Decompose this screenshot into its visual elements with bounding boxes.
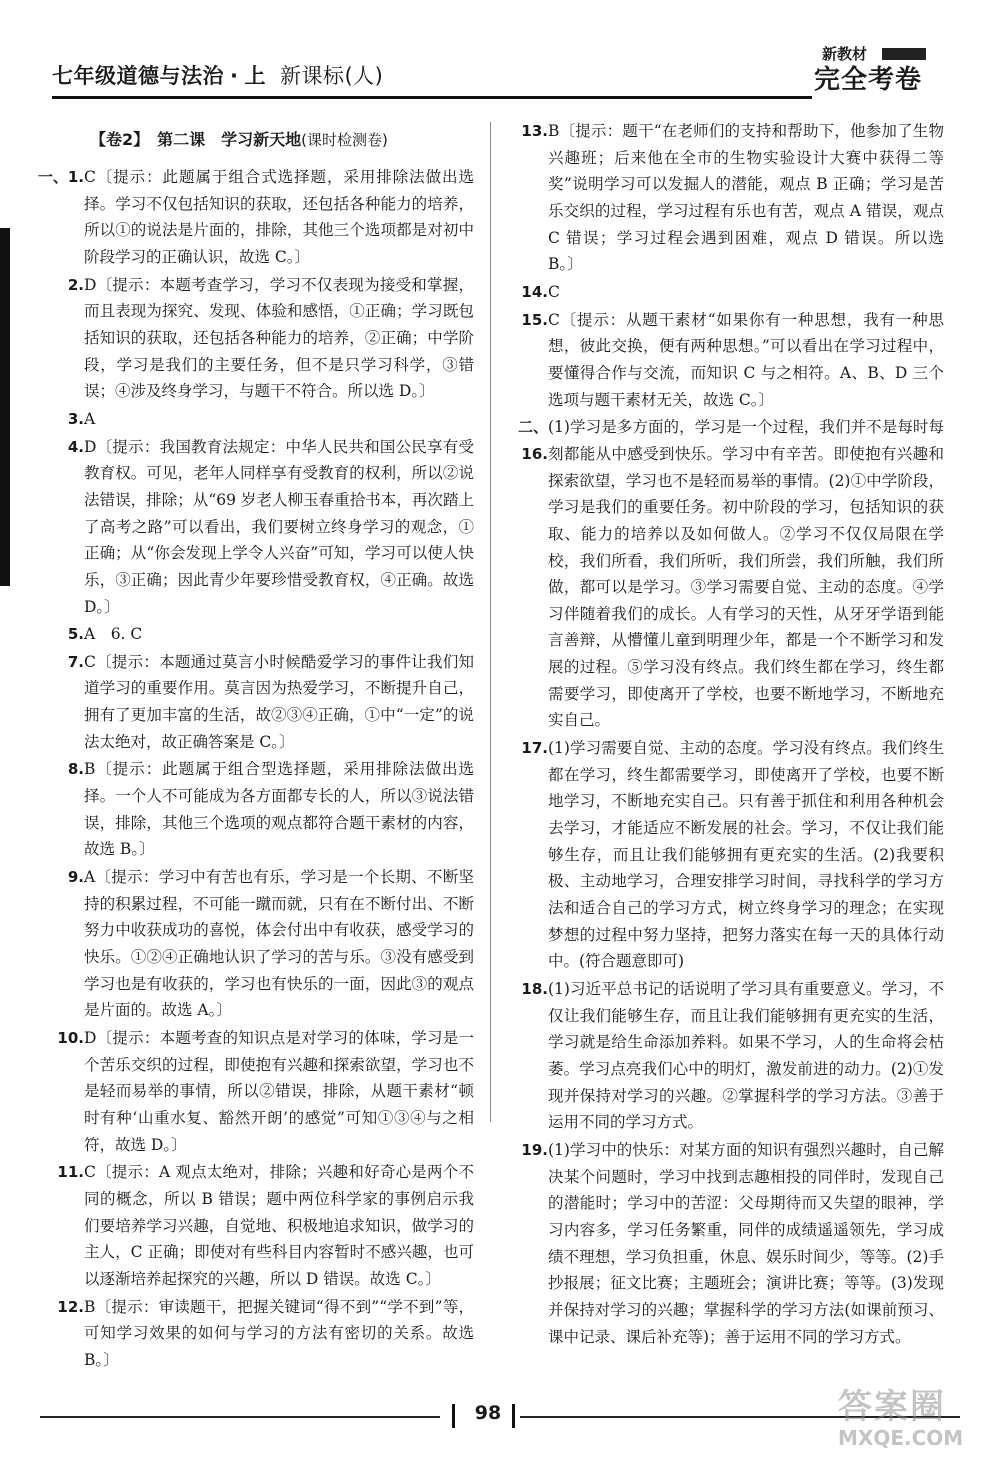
answer-text: (1)学习中的快乐：对某方面的知识有强烈兴趣时，自己解决某个问题时，学习中找到志趣相投的同伴时，发现自己的潜能时；学习中的苦涩：父母期待而又失望的眼神，学习内容多，学习任务繁重，同伴的成绩遥遥领先，学习成绩不理想，学习负担重，休息、娱乐时间少，等等。(2)手抄报展；征文比赛；主题班会；演讲比赛；等等。(3)发现并保持对学习的兴趣；掌握科学的学习方法(如课前预习、课中记录、课后补充等)；善于运用不同的学习方式。 bbox=[548, 1140, 944, 1346]
answer-item bbox=[48, 864, 474, 1024]
section-title: 第二课 学习新天地 bbox=[157, 130, 302, 149]
answer-text: C bbox=[548, 282, 560, 301]
book-title: 七年级道德与法治 bbox=[52, 64, 224, 88]
page-header bbox=[52, 44, 932, 114]
column-divider bbox=[490, 122, 491, 1122]
answer-text: B〔提示：此题属于组合型选择题，采用排除法做出选择。一个人不可能成为各方面都专长的人，所以③说法错误，排除，其他三个选项的观点都符合题干素材的内容，故选 B。〕 bbox=[84, 760, 474, 859]
answer-number: 5. bbox=[67, 625, 84, 644]
answer-number: 12. bbox=[57, 1297, 84, 1316]
answer-item bbox=[48, 1294, 474, 1374]
page-number: 98 bbox=[474, 1402, 502, 1424]
header-title-line bbox=[52, 60, 383, 90]
answer-item bbox=[512, 307, 944, 414]
answer-text: (1)学习是多方面的，学习是一个过程，我们并不是每时每刻都能从中感受到快乐。学习中有辛苦。即使抱有兴趣和探索欲望，学习也不是轻而易举的事情。(2)①中学阶段，学习是我们的重要任务。初中阶段的学习，包括知识的获取、能力的培养以及如何做人。②学习不仅仅局限在学校，我们所看，我们所听，我们所尝，我们所触，我们所做，都可以是学习。③学习需要自觉、主动的态度。④学习伴随着我们的成长。人有学习的天性，从牙牙学语到能言善辩，从懵懂儿童到明理少年，都是一个不断学习和发展的过程。⑤学习没有终点。我们终生都在学习，终生都需要学习，即使离开了学校，也要不断地学习，不断地充实自己。 bbox=[548, 418, 944, 730]
footer-rule-left bbox=[40, 1416, 440, 1418]
answer-list-right bbox=[512, 118, 944, 1350]
answer-text: D〔提示：我国教育法规定：中华人民共和国公民享有受教育权。可见，老年人同样享有受教育的权利，所以②说法错误，排除；从“69 岁老人柳玉春重拾书本，再次踏上了高考之路”可以看出，我们要树立终身学习的观念，①正确；从“你会发现上学令人兴奋”可知，学习可以使人快乐，③正确；因此青少年要珍惜受教育权，④正确。故选 D。〕 bbox=[84, 437, 474, 616]
answer-text: B〔提示：审读题干，把握关键词“得不到”“学不到”等，可知学习效果的如何与学习的方法有密切的关系。故选 B。〕 bbox=[84, 1297, 474, 1369]
answer-number: 14. bbox=[521, 282, 548, 301]
answer-text: C〔提示：此题属于组合式选择题，采用排除法做出选择。学习不仅包括知识的获取，还包括各种能力的培养，所以①的说法是片面的，排除，其他三个选项都是对初中阶段学习的正确认识，故选 C。〕 bbox=[84, 168, 474, 266]
footer-bar-right bbox=[512, 1404, 515, 1428]
answer-item bbox=[512, 118, 944, 278]
answer-item bbox=[512, 279, 944, 306]
answer-text: A bbox=[84, 409, 96, 428]
answer-item bbox=[512, 976, 944, 1136]
header-rule bbox=[52, 96, 812, 99]
answer-number: 13. bbox=[521, 122, 548, 140]
answer-number: 11. bbox=[57, 1163, 84, 1182]
answer-text: (1)学习需要自觉、主动的态度。学习没有终点。我们终生都在学习，终生都需要学习，即使离开了学校，也要不断地学习，不断地充实自己。只有善于抓住和利用各种机会去学习，才能适应不断发展的社会。学习，不仅让我们能够生存，而且让我们能够拥有更充实的生活。(2)我要积极、主动地学习，合理安排学习时间，寻找科学的学习方法和适合自己的学习方式，树立终身学习的理念；在实现梦想的过程中努力坚持，把努力落实在每一天的具体行动中。(符合题意即可) bbox=[548, 739, 944, 971]
page-footer bbox=[40, 1398, 960, 1428]
section-subtitle: (课时检测卷) bbox=[301, 131, 388, 149]
watermark-url: MXQE.COM bbox=[838, 1426, 964, 1450]
answer-item bbox=[48, 1025, 474, 1158]
answer-text: (1)习近平总书记的话说明了学习具有重要意义。学习，不仅让我们能够生存，而且让我们能够拥有更充实的生活，学习就是给生命添加养料。如果不学习，人的生命将会枯萎。学习点亮我们心中的明灯，激发前进的动力。(2)①发现并保持对学习的兴趣。②掌握科学的学习方法。③善于运用不同的学习方式。 bbox=[548, 980, 944, 1132]
page-edge-tab bbox=[0, 228, 10, 586]
answer-text: C〔提示：A 观点太绝对，排除；兴趣和好奇心是两个不同的概念，所以 B 错误；题中两位科学家的事例启示我们要培养学习兴趣，自觉地、积极地追求知识，做学习的主人，C 正确；即使对有些科目内容暂时不感兴趣，也可以逐渐培养起探究的兴趣，所以 D 错误。故选 C。〕 bbox=[84, 1163, 474, 1288]
answer-text: C〔提示：本题通过莫言小时候酷爱学习的事件让我们知道学习的重要作用。莫言因为热爱学习，不断提升自己，拥有了更加丰富的生活，故②③④正确，①中“一定”的说法太绝对，故正确答案是 C。〕 bbox=[84, 652, 474, 751]
answer-item bbox=[512, 414, 944, 734]
answer-item bbox=[48, 756, 474, 863]
answer-text: D〔提示：本题考查的知识点是对学习的体味，学习是一个苦乐交织的过程，即使抱有兴趣和探索欲望，学习也不是轻而易举的事情，所以②错误，排除，从题干素材“顿时有种‘山重水复、豁然开朗’的感觉”可知①③④与之相符，故选 D。〕 bbox=[84, 1029, 474, 1154]
answer-text: A 6. C bbox=[84, 625, 143, 644]
answer-number: 一、1. bbox=[37, 168, 84, 186]
answer-text: B〔提示：题干“在老师们的支持和帮助下，他参加了生物兴趣班；后来他在全市的生物实验设计大赛中获得二等奖”说明学习可以发掘人的潜能，观点 B 正确；学习是苦乐交织的过程，学习过程有乐也有苦，观点 A 错误，观点 C 错误；学习过程会遇到困难，观点 D 错误。所以选 B。〕 bbox=[548, 122, 944, 274]
answer-number: 9. bbox=[67, 868, 84, 887]
answer-item bbox=[48, 272, 474, 405]
watermark-logo bbox=[838, 1388, 988, 1454]
answer-item bbox=[512, 735, 944, 975]
section-heading bbox=[48, 128, 474, 152]
answer-item bbox=[48, 406, 474, 433]
answer-list-left bbox=[37, 164, 474, 1374]
answer-item bbox=[512, 1137, 944, 1350]
answer-item bbox=[48, 649, 474, 756]
answer-number: 二、16. bbox=[517, 418, 548, 463]
answer-item bbox=[37, 164, 474, 271]
answer-item bbox=[48, 621, 474, 648]
answer-number: 10. bbox=[57, 1029, 84, 1047]
answer-number: 4. bbox=[67, 437, 84, 456]
brand-name: 完全考卷 bbox=[814, 65, 923, 95]
answer-number: 15. bbox=[521, 310, 548, 329]
right-column bbox=[512, 118, 944, 1351]
brand-subtitle: 新教材 bbox=[822, 45, 868, 63]
title-separator: · bbox=[230, 64, 239, 88]
footer-bar-left bbox=[452, 1404, 455, 1428]
answer-text: C〔提示：从题干素材“如果你有一种思想，我有一种思想，彼此交换，便有两种思想。”可以看出在学习过程中，要懂得合作与交流，而知识 C 与之相符。A、B、D 三个选项与题干素材无关，故选 C。〕 bbox=[548, 310, 944, 409]
answer-item bbox=[48, 1159, 474, 1292]
answer-number: 19. bbox=[521, 1140, 548, 1159]
book-edition: 新课标(人) bbox=[279, 64, 384, 88]
book-volume: 上 bbox=[244, 64, 266, 88]
answer-text: D〔提示：本题考查学习，学习不仅表现为接受和掌握，而且表现为探究、发现、体验和感悟，①正确；学习既包括知识的获取，还包括各种能力的培养，②正确；中学阶段，学习是我们的主要任务，但不是只学习科学，③错误；④涉及终身学习，与题干不符合。所以选 D。〕 bbox=[84, 275, 474, 401]
section-tag: 【卷2】 bbox=[90, 130, 142, 149]
watermark-logo-text: 答案圈 bbox=[838, 1387, 946, 1427]
answer-number: 17. bbox=[521, 739, 548, 758]
answer-number: 3. bbox=[67, 409, 84, 428]
answer-text: A〔提示：学习中有苦也有乐，学习是一个长期、不断坚持的积累过程，不可能一蹴而就，只有在不断付出、不断努力中收获成功的喜悦，体会付出中有收获，感受学习的快乐。①②④正确地认识了学习的苦与乐。③没有感受到学习也是有收获的，学习也有快乐的一面，因此③的观点是片面的。故选 A。〕 bbox=[84, 868, 474, 1020]
left-column bbox=[37, 128, 474, 1375]
answer-number: 2. bbox=[67, 275, 84, 294]
brand-badge-icon bbox=[882, 48, 926, 60]
brand-logo bbox=[814, 44, 932, 104]
answer-number: 7. bbox=[67, 652, 84, 671]
answer-number: 8. bbox=[67, 760, 84, 779]
answer-item bbox=[48, 434, 474, 621]
answer-number: 18. bbox=[521, 980, 548, 998]
